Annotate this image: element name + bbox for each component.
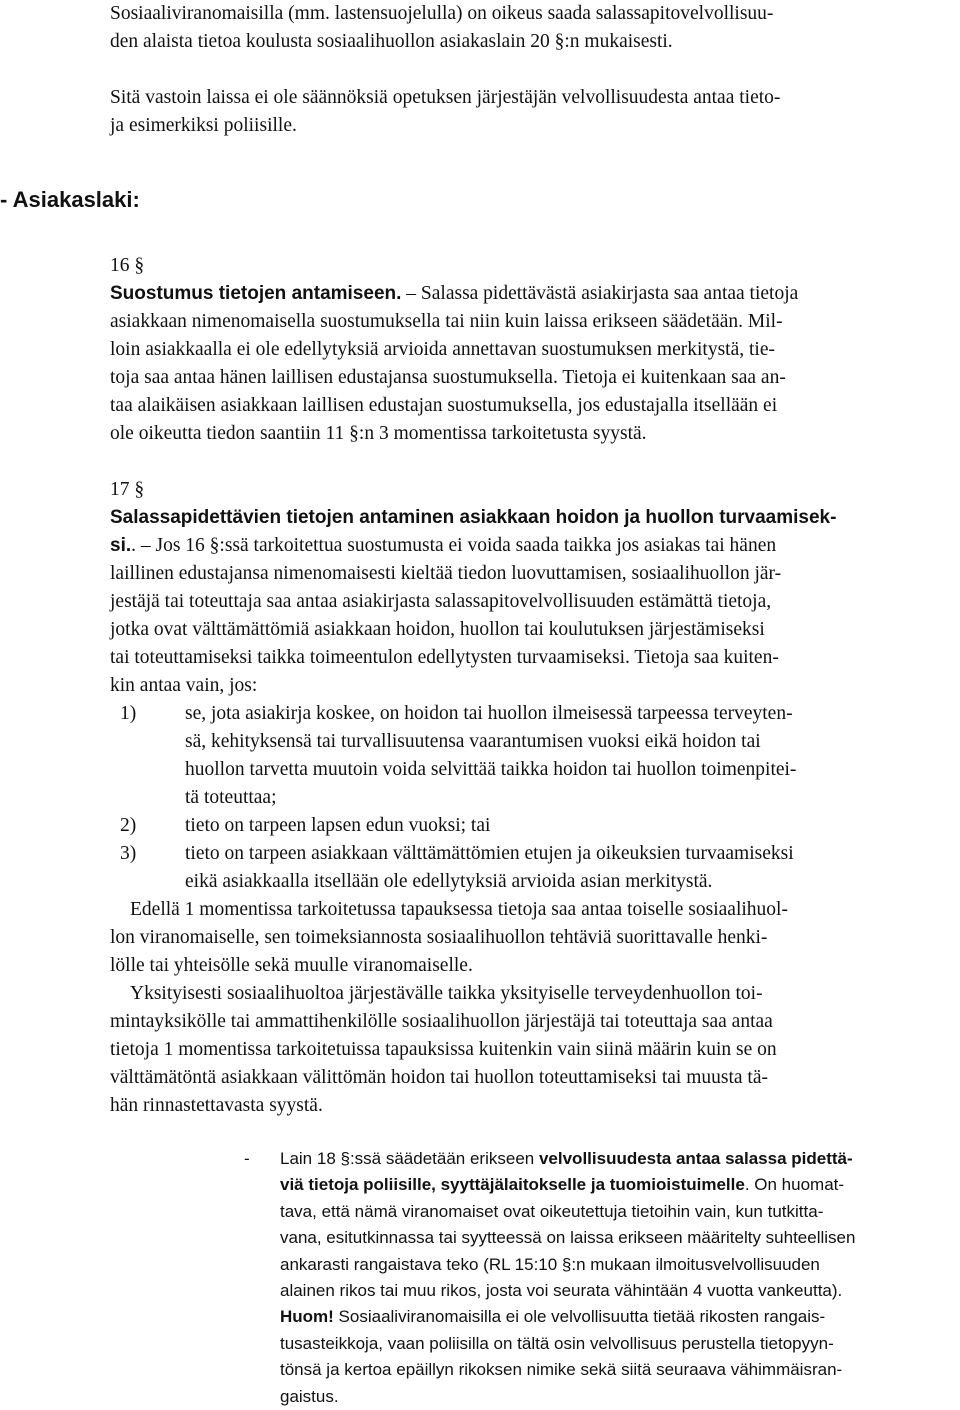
text-line: den alaista tietoa koulusta sosiaalihuollon asiakaslain 20 §:n mukaisesti. xyxy=(110,31,673,52)
list-item xyxy=(110,700,945,812)
text-line: tusasteikkoja, vaan poliisilla on tältä osin velvollisuus perustella tietopyyn- xyxy=(280,1333,834,1353)
text-line: ole oikeutta tiedon saantiin 11 §:n 3 momentissa tarkoitetusta syystä. xyxy=(110,423,647,444)
text-line: jestäjä tai toteuttaja saa antaa asiakirjasta salassapitovelvollisuuden estämättä tietoja, xyxy=(110,591,772,612)
text-line: ankarasti rangaistava teko (RL 15:10 §:n mukaan ilmoitusvelvollisuuden xyxy=(280,1254,820,1274)
intro-paragraph-1 xyxy=(110,0,945,56)
text-line: eikä asiakkaalla itsellään ole edellytyksiä arvioida asian merkitystä. xyxy=(185,871,713,892)
text-line: gaistus. xyxy=(280,1386,339,1406)
text-line: lölle tai yhteisölle sekä muulle viranomaiselle. xyxy=(110,955,473,976)
text-line: toja saa antaa hänen laillisen edustajansa suostumuksella. Tietoja ei kuitenkaan saa an- xyxy=(110,367,786,388)
text-line: Sosiaaliviranomaisilla (mm. lastensuojelulla) on oikeus saada salassapitovelvollisuu- xyxy=(110,3,774,24)
section-16-number: 16 § xyxy=(110,255,145,276)
text-line: hän rinnastettavasta syystä. xyxy=(110,1095,323,1116)
list-number: 2) xyxy=(120,815,137,836)
text-line: lon viranomaiselle, sen toimeksiannosta sosiaalihuollon tehtäviä suorittavalle henki- xyxy=(110,927,768,948)
text-line: se, jota asiakirja koskee, on hoidon tai huollon ilmeisessä tarpeessa terveyten- xyxy=(185,703,793,724)
text-line: kin antaa vain, jos: xyxy=(110,675,258,696)
section-17-title: Salassapidettävien tietojen antaminen asiakkaan hoidon ja huollon turvaamisek- xyxy=(110,507,837,528)
paragraph-edella xyxy=(110,896,945,980)
text-line: Yksityisesti sosiaalihuoltoa järjestävälle taikka yksityiselle terveydenhuollon toi- xyxy=(130,983,763,1004)
text-line: – Salassa pidettävästä asiakirjasta saa antaa tietoja xyxy=(401,283,799,304)
conditions-list xyxy=(110,700,945,896)
text-line: Edellä 1 momentissa tarkoitetussa tapauksessa tietoja saa antaa toiselle sosiaalihuol- xyxy=(130,899,788,920)
section-16-body xyxy=(110,280,945,448)
list-number: 3) xyxy=(120,843,137,864)
text-line: Sitä vastoin laissa ei ole säännöksiä opetuksen järjestäjän velvollisuudesta antaa tieto- xyxy=(110,87,781,108)
list-number: 1) xyxy=(120,703,137,724)
intro-paragraph-2 xyxy=(110,84,945,140)
text-line: välttämätöntä asiakkaan välittömän hoidon tai huollon toteuttamiseksi tai muusta tä- xyxy=(110,1067,768,1088)
huom-label: Huom! xyxy=(280,1307,334,1327)
section-heading: - Asiakaslaki: xyxy=(0,187,140,212)
text-line: asiakkaan nimenomaisella suostumuksella tai niin kuin laissa erikseen säädetään. Mil- xyxy=(110,311,783,332)
text-line: . – Jos 16 §:ssä tarkoitettua suostumusta ei voida saada taikka jos asiakas tai hänen xyxy=(131,535,777,556)
note-block xyxy=(244,1146,944,1410)
text-line: tieto on tarpeen lapsen edun vuoksi; tai xyxy=(185,815,491,836)
text-line: jotka ovat välttämättömiä asiakkaan hoidon, huollon tai koulutuksen järjestämiseksi xyxy=(110,619,765,640)
text-line: tava, että nämä viranomaiset ovat oikeutettuja tietoihin vain, kun tutkitta- xyxy=(280,1201,824,1221)
text-line: tieto on tarpeen asiakkaan välttämättömien etujen ja oikeuksien turvaamiseksi xyxy=(185,843,794,864)
text-line: tä toteuttaa; xyxy=(185,787,277,808)
text-line: ja esimerkiksi poliisille. xyxy=(110,115,297,136)
emphasis-text: velvollisuudesta antaa salassa pidettä- xyxy=(538,1149,853,1168)
section-16-title: Suostumus tietojen antamiseen. xyxy=(110,283,402,304)
text-line: huollon tarvetta muutoin voida selvittää taikka hoidon tai huollon toimenpitei- xyxy=(185,759,797,780)
section-17-title-end: si. xyxy=(110,535,132,556)
text-line: . On huomat- xyxy=(744,1175,845,1195)
text-line: loin asiakkaalla ei ole edellytyksiä arvioida annettavan suostumuksen merkitystä, tie- xyxy=(110,339,775,360)
text-line: taa alaikäisen asiakkaan laillisen edustajan suostumuksella, jos edustajalla itsellään ei xyxy=(110,395,778,416)
text-line: vana, esitutkinnassa tai syytteessä on laissa erikseen määritelty suhteellisen xyxy=(280,1228,856,1248)
section-17-number: 17 § xyxy=(110,479,145,500)
text-line: Sosiaaliviranomaisilla ei ole velvollisuutta tietää rikosten rangais- xyxy=(333,1307,826,1327)
text-line: alainen rikos tai muu rikos, josta voi seurata vähintään 4 vuotta vankeutta). xyxy=(280,1281,843,1301)
text-line: mintayksikölle tai ammattihenkilölle sosiaalihuollon järjestäjä tai toteuttaja saa antaa xyxy=(110,1011,773,1032)
note-body xyxy=(280,1146,944,1410)
note-dash: - xyxy=(244,1149,250,1168)
text-line: sä, kehityksensä tai turvallisuutensa vaarantumisen vuoksi eikä hoidon tai xyxy=(185,731,761,752)
text-line: tai toteuttamiseksi taikka toimeentulon edellytysten turvaamiseksi. Tietoja saa kuiten- xyxy=(110,647,779,668)
section-17-body xyxy=(110,504,945,700)
list-item xyxy=(110,812,945,840)
text-line: tietoja 1 momentissa tarkoitetuissa tapauksissa kuitenkin vain siinä määrin kuin se on xyxy=(110,1039,777,1060)
text-line: Lain 18 §:ssä säädetään erikseen xyxy=(280,1149,539,1168)
list-item xyxy=(110,840,945,896)
text-line: tönsä ja kertoa epäillyn rikoksen nimike sekä siitä seuraava vähimmäisran- xyxy=(280,1360,843,1380)
text-line: laillinen edustajansa nimenomaisesti kieltää tiedon luovuttamisen, sosiaalihuollon jär- xyxy=(110,563,782,584)
emphasis-text: viä tietoja poliisille, syyttäjälaitokselle ja tuomioistuimelle xyxy=(280,1175,745,1195)
paragraph-yksityisesti xyxy=(110,980,945,1120)
